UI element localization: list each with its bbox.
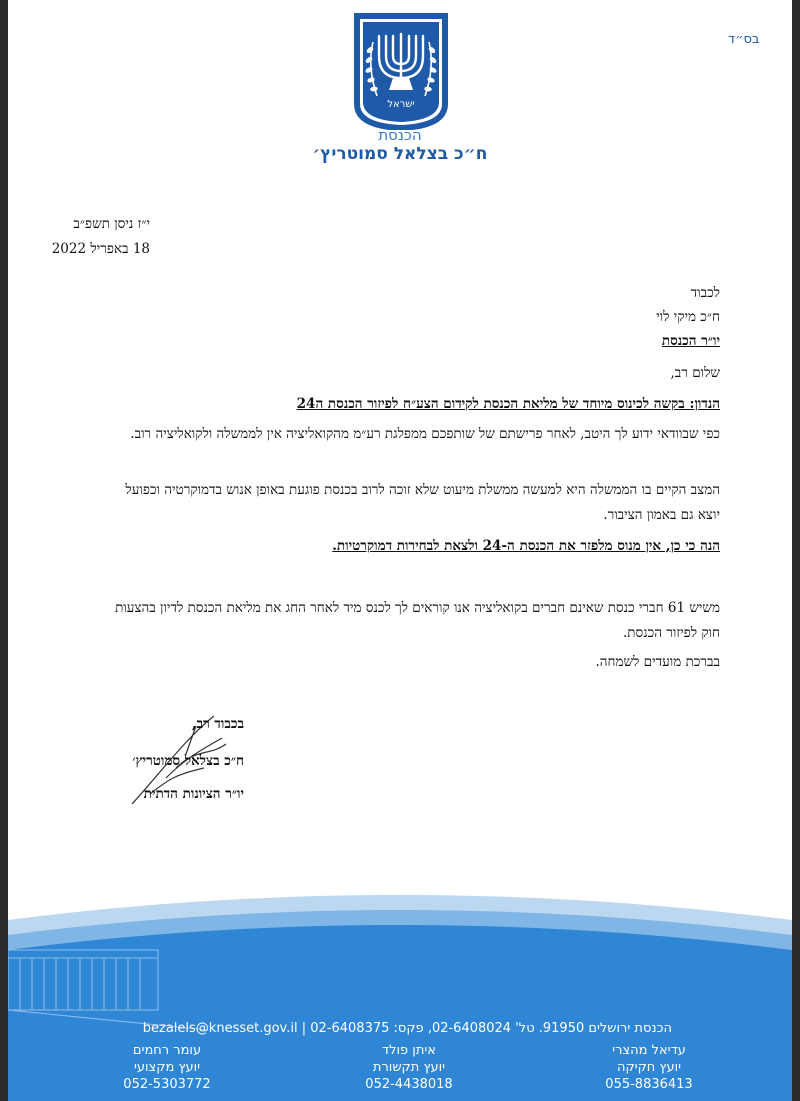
- viewer-frame-left: [0, 0, 8, 1101]
- body-paragraph-4: משיש 61 חברי כנסת שאינם חברים בקואליציה אנו קוראים לך לכנס מיד לאחר החג את מליאת הכנסת לדיון בהצעות חוק לפיזור הכנסת.: [115, 600, 720, 641]
- signoff-name: ח״כ בצלאל סמוטריץ׳: [132, 753, 244, 769]
- body-paragraph-3: הנה כי כן, אין מנוס מלפזר את הכנסת ה-24 ולצאת לבחירות דמוקרטיות.: [332, 538, 720, 554]
- contact-name: עומר רחמים: [132, 1043, 202, 1058]
- menorah-emblem-icon: [353, 12, 449, 130]
- footer-contact-1: [574, 1042, 724, 1093]
- signoff-closing: בכבוד רב,: [191, 716, 244, 732]
- recipient-role: יו״ר הכנסת: [661, 333, 720, 349]
- recipient-honorific: לכבוד: [690, 285, 720, 301]
- contact-name: איתן פולד: [382, 1043, 436, 1058]
- footer-address: [143, 1021, 672, 1036]
- body-paragraph-5: בברכת מועדים לשמחה.: [595, 654, 720, 670]
- letter-page: [8, 0, 792, 1101]
- letterhead-mk-name: ח״כ בצלאל סמוטריץ׳: [312, 144, 488, 164]
- emblem-label: ישראל: [387, 99, 415, 110]
- hebrew-date: י״ז ניסן תשפ״ב: [73, 216, 150, 232]
- recipient-name: ח״כ מיקי לוי: [656, 309, 720, 325]
- gregorian-date: 18 באפריל 2022: [51, 241, 150, 257]
- subject-line: הנדון: בקשה לכינוס מיוחד של מליאת הכנסת לקידום הצע״ח לפיזור הכנסת ה24: [296, 396, 720, 412]
- viewer-frame-right: [792, 0, 800, 1101]
- contact-role: יועץ חקיקה: [616, 1060, 682, 1075]
- body-paragraph-2: המצב הקיים בו הממשלה היא למעשה ממשלת מיעוט שלא זוכה לרוב בכנסת פוגעת באופן אנוש בדמוקרטיה וכפועל יוצא גם באמון הציבור.: [125, 482, 720, 523]
- contact-phone: 055-8836413: [605, 1077, 693, 1092]
- contact-phone: 052-4438018: [365, 1077, 453, 1092]
- footer-contact-3: [92, 1042, 242, 1093]
- signoff-title: יו״ר הציונות הדתית: [143, 786, 244, 802]
- body-paragraph-1: כפי שבוודאי ידוע לך היטב, לאחר פרישתם של שותפכם ממפלגת רע״מ מהקואליציה אין לממשלה ולקואליציה רוב.: [130, 426, 720, 442]
- contact-role: יועץ תקשורת: [372, 1060, 446, 1075]
- footer-contact-2: [334, 1042, 484, 1093]
- contact-name: עדיאל מהצרי: [612, 1043, 686, 1058]
- contact-phone: 052-5303772: [123, 1077, 211, 1092]
- footer-email-link[interactable]: bezalels@knesset.gov.il: [142, 1021, 298, 1036]
- bsd-mark: בס״ד: [728, 32, 760, 47]
- greeting: שלום רב,: [670, 365, 720, 381]
- footer-address-text: הכנסת ירושלים 91950. טל' 02-6408024, פקס: 02-6408375 |: [301, 1021, 672, 1036]
- contact-role: יועץ מקצועי: [133, 1060, 201, 1075]
- institution-name: הכנסת: [378, 126, 422, 144]
